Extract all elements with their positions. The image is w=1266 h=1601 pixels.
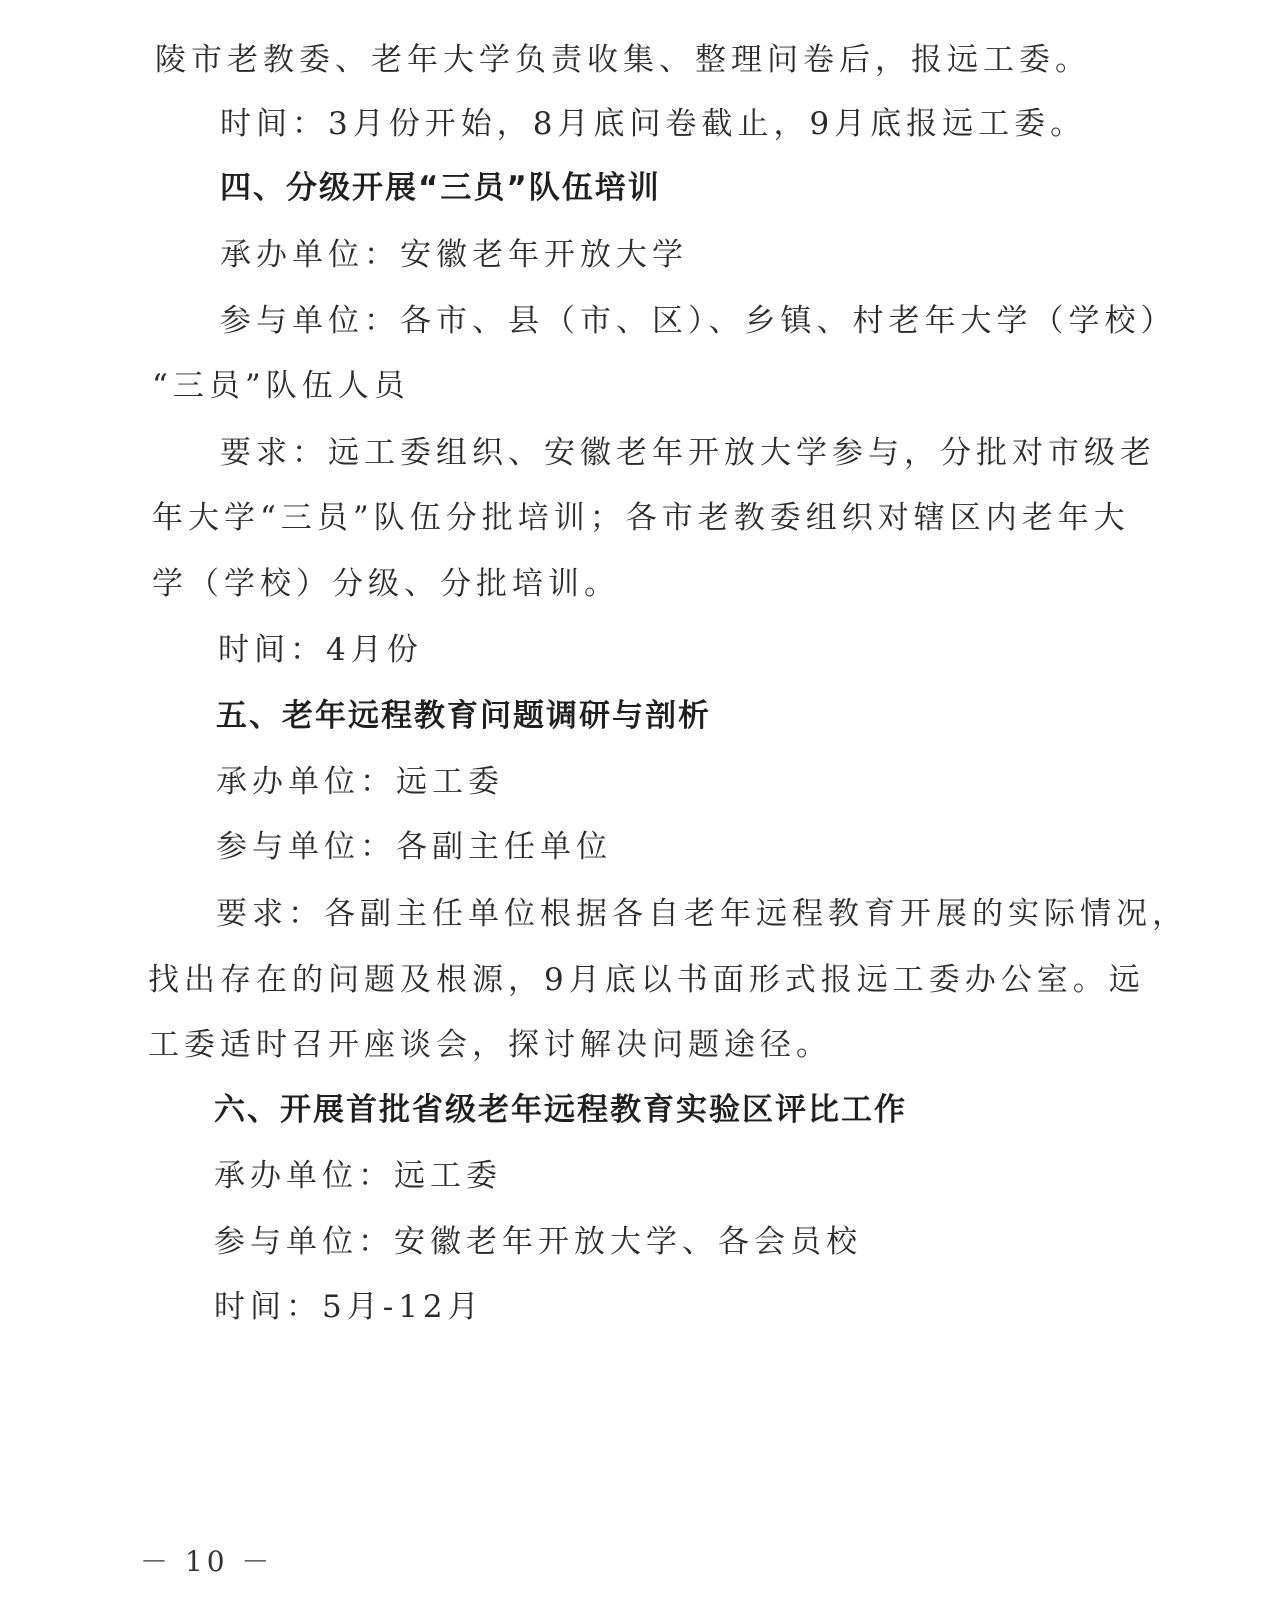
participant-unit-line: 参与单位：各副主任单位 [216,829,612,865]
participant-unit-line: 参与单位：安徽老年开放大学、各会员校 [214,1224,862,1260]
requirement-line: 要求：远工委组织、安徽老年开放大学参与，分批对市级老 [220,435,1156,471]
participant-unit-continuation: “三员”队伍人员 [152,368,410,404]
requirement-continuation-line: 年大学“三员”队伍分批培训；各市老教委组织对辖区内老年大 [152,500,1130,536]
requirement-end-line: 学（学校）分级、分批培训。 [152,566,620,602]
continuation-line: 陵市老教委、老年大学负责收集、整理问卷后，报远工委。 [155,42,1091,78]
participant-unit-line: 参与单位：各市、县（市、区）、乡镇、村老年大学（学校） [220,303,1177,339]
host-unit-line: 承办单位：远工委 [214,1158,502,1194]
time-line: 时间：4月份 [218,632,423,668]
section-heading-five: 五、老年远程教育问题调研与剖析 [216,698,711,734]
host-unit-line: 承办单位：远工委 [216,764,504,800]
page-number: － 10 － [140,1545,274,1578]
requirement-end-line: 工委适时召开座谈会，探讨解决问题途径。 [148,1027,832,1063]
requirement-line: 要求：各副主任单位根据各自老年远程教育开展的实际情况， [216,896,1188,932]
requirement-continuation-line: 找出存在的问题及根源，9月底以书面形式报远工委办公室。远 [148,962,1145,998]
host-unit-line: 承办单位：安徽老年开放大学 [220,237,688,273]
time-line: 时间：3月份开始，8月底问卷截止，9月底报远工委。 [220,106,1087,142]
time-line: 时间：5月-12月 [214,1289,484,1325]
section-heading-four: 四、分级开展“三员”队伍培训 [220,170,661,206]
section-heading-six: 六、开展首批省级老年远程教育实验区评比工作 [214,1092,907,1128]
